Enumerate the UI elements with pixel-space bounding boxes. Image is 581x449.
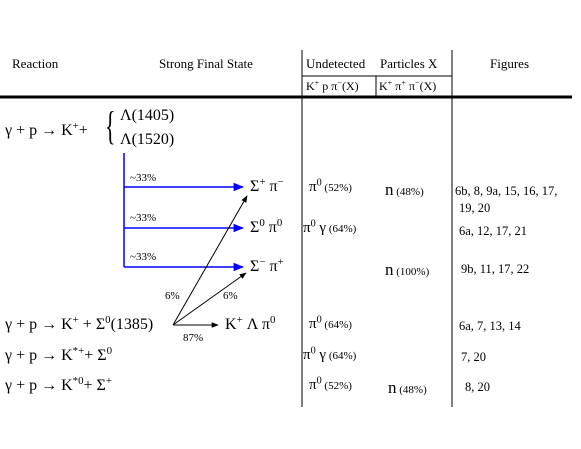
undetected-row-6: $\pi^0$ (52%)	[309, 375, 352, 393]
lambda-branches	[124, 153, 243, 267]
final-state-sigma0-pi0: $\Sigma^0$ $\pi^0$	[250, 217, 283, 236]
header-subcol-kppi: K+ p π−(X)	[306, 78, 359, 93]
final-state-sigmaminus-piplus: Σ− π+	[250, 256, 284, 275]
reaction-1: γ + p → K++	[5, 120, 88, 139]
branch-label-2: ~33%	[130, 212, 157, 224]
undetected-row-5: $\pi^0$ γ (64%)	[303, 345, 357, 363]
reaction-1-brace: {	[105, 103, 116, 148]
figures-row-1a: 6b, 8, 9a, 15, 16, 17,	[455, 184, 558, 198]
figures-row-5: 7, 20	[461, 350, 486, 364]
figures-row-1b: 19, 20	[459, 201, 491, 215]
final-state-sigmaplus-piminus: Σ+ π−	[250, 176, 284, 195]
header-undetected: Undetected	[306, 56, 366, 71]
final-state-kplus-lambda-pi0: K+ Λ $\pi^0$	[225, 314, 276, 333]
undetected-row-2: $\pi^0$ γ (64%)	[303, 218, 357, 236]
reaction-1-lambda-1520: Λ(1520)	[120, 131, 175, 148]
sigma1385-decays	[173, 196, 247, 325]
figures-row-6: 8, 20	[465, 380, 490, 394]
decay-label-6pct-1: 6%	[165, 290, 180, 302]
branch-label-3: ~33%	[130, 251, 157, 263]
figures-row-4: 6a, 7, 13, 14	[459, 319, 521, 333]
header-figures: Figures	[490, 56, 529, 71]
undetected-row-1: $\pi^0$ (52%)	[309, 177, 352, 195]
header-reaction: Reaction	[12, 56, 59, 71]
particles-x-row-1: n (48%)	[385, 180, 424, 199]
reaction-4: $\gamma + p \to K^{*0}+ \Sigma^+$	[5, 375, 113, 394]
decay-arrow-to-s1	[173, 196, 247, 325]
undetected-row-4: $\pi^0$ (64%)	[309, 314, 352, 332]
header-strong-final-state: Strong Final State	[159, 56, 253, 71]
particles-x-row-3: n (100%)	[385, 260, 430, 279]
header-particles-x: Particles X	[380, 56, 438, 71]
header-subcol-kpipi: K+ π+ π−(X)	[379, 78, 437, 93]
branch-label-1: ~33%	[130, 172, 157, 184]
reaction-3: $\gamma + p \to K^{*+}+ \Sigma^0$	[5, 345, 113, 364]
figures-row-2: 6a, 12, 17, 21	[459, 224, 528, 238]
decay-label-6pct-2: 6%	[223, 290, 238, 302]
reaction-2: $\gamma + p \to K^+ + \Sigma^0(1385)$	[5, 314, 154, 333]
decay-label-87pct: 87%	[183, 332, 204, 344]
reaction-1-lambda-1405: Λ(1405)	[120, 107, 175, 124]
particles-x-row-6: n (48%)	[388, 378, 427, 397]
figures-row-3: 9b, 11, 17, 22	[461, 262, 530, 276]
